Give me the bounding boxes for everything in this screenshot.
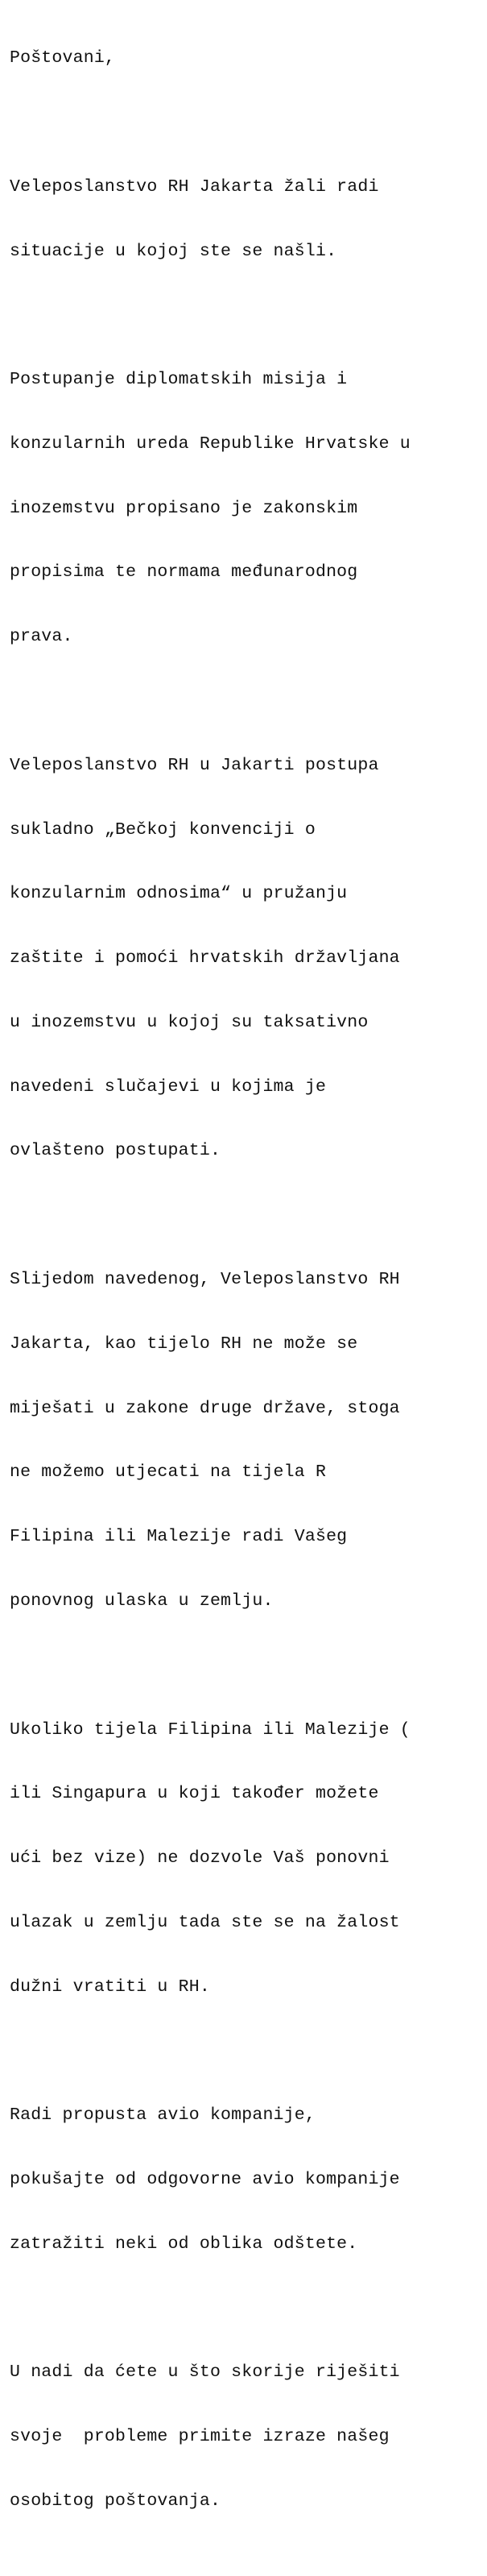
text-line: konzularnim odnosima“ u pružanju [10,884,348,904]
paragraph-3 [10,712,485,1205]
text-line: ponovnog ulaska u zemlju. [10,1591,274,1611]
text-line: ili Singapura u koji također možete [10,1784,379,1804]
text-line: ulazak u zemlju tada ste se na žalost [10,1912,400,1932]
text-line: U nadi da ćete u što skorije riješiti [10,2362,400,2383]
text-line: inozemstvu propisano je zakonskim [10,498,358,518]
text-line: pokušajte od odgovorne avio kompanije [10,2169,400,2189]
paragraph-6 [10,2062,485,2298]
text-line: Veleposlanstvo RH u Jakarti postupa [10,755,379,775]
text-line: Jakarta, kao tijelo RH ne može se [10,1334,358,1354]
text-line: Veleposlanstvo RH Jakarta žali radi [10,176,379,197]
text-line: propisima te normama međunarodnog [10,562,358,583]
text-line: prava. [10,627,73,647]
text-line: svoje probleme primite izraze našeg [10,2427,390,2447]
text-line: u inozemstvu u kojoj su taksativno [10,1012,369,1032]
text-line: dužni vratiti u RH. [10,1977,210,1997]
text-line: ne možemo utjecati na tijela R [10,1462,327,1483]
text-line: miješati u zakone druge države, stoga [10,1398,400,1418]
paragraph-1 [10,134,485,305]
paragraph-2 [10,326,485,691]
letter-body [10,5,485,2576]
text-line: navedeni slučajevi u kojima je [10,1076,327,1097]
text-line: zatražiti neki od oblika odštete. [10,2234,358,2254]
text-line: situacije u kojoj ste se našli. [10,241,337,261]
text-line: ovlašteno postupati. [10,1141,221,1161]
text-line: Slijedom navedenog, Veleposlanstvo RH [10,1270,400,1290]
text-line: Radi propusta avio kompanije, [10,2105,316,2126]
text-line: osobitog poštovanja. [10,2491,221,2511]
letter-greeting [10,5,485,112]
text-line: Filipina ili Malezije radi Vašeg [10,1527,348,1547]
paragraph-5 [10,1676,485,2040]
text-line: sukladno „Bečkoj konvenciji o [10,819,316,840]
text-line: konzularnih ureda Republike Hrvatske u [10,433,411,454]
paragraph-7-closing [10,2319,485,2555]
text-line: zaštite i pomoći hrvatskih državljana [10,948,400,969]
text-line: ući bez vize) ne dozvole Vaš ponovni [10,1848,390,1869]
text-line: Ukoliko tijela Filipina ili Malezije ( [10,1719,411,1740]
text-line: Postupanje diplomatskih misija i [10,370,348,390]
paragraph-4 [10,1226,485,1655]
greeting-line: Poštovani, [10,48,116,68]
